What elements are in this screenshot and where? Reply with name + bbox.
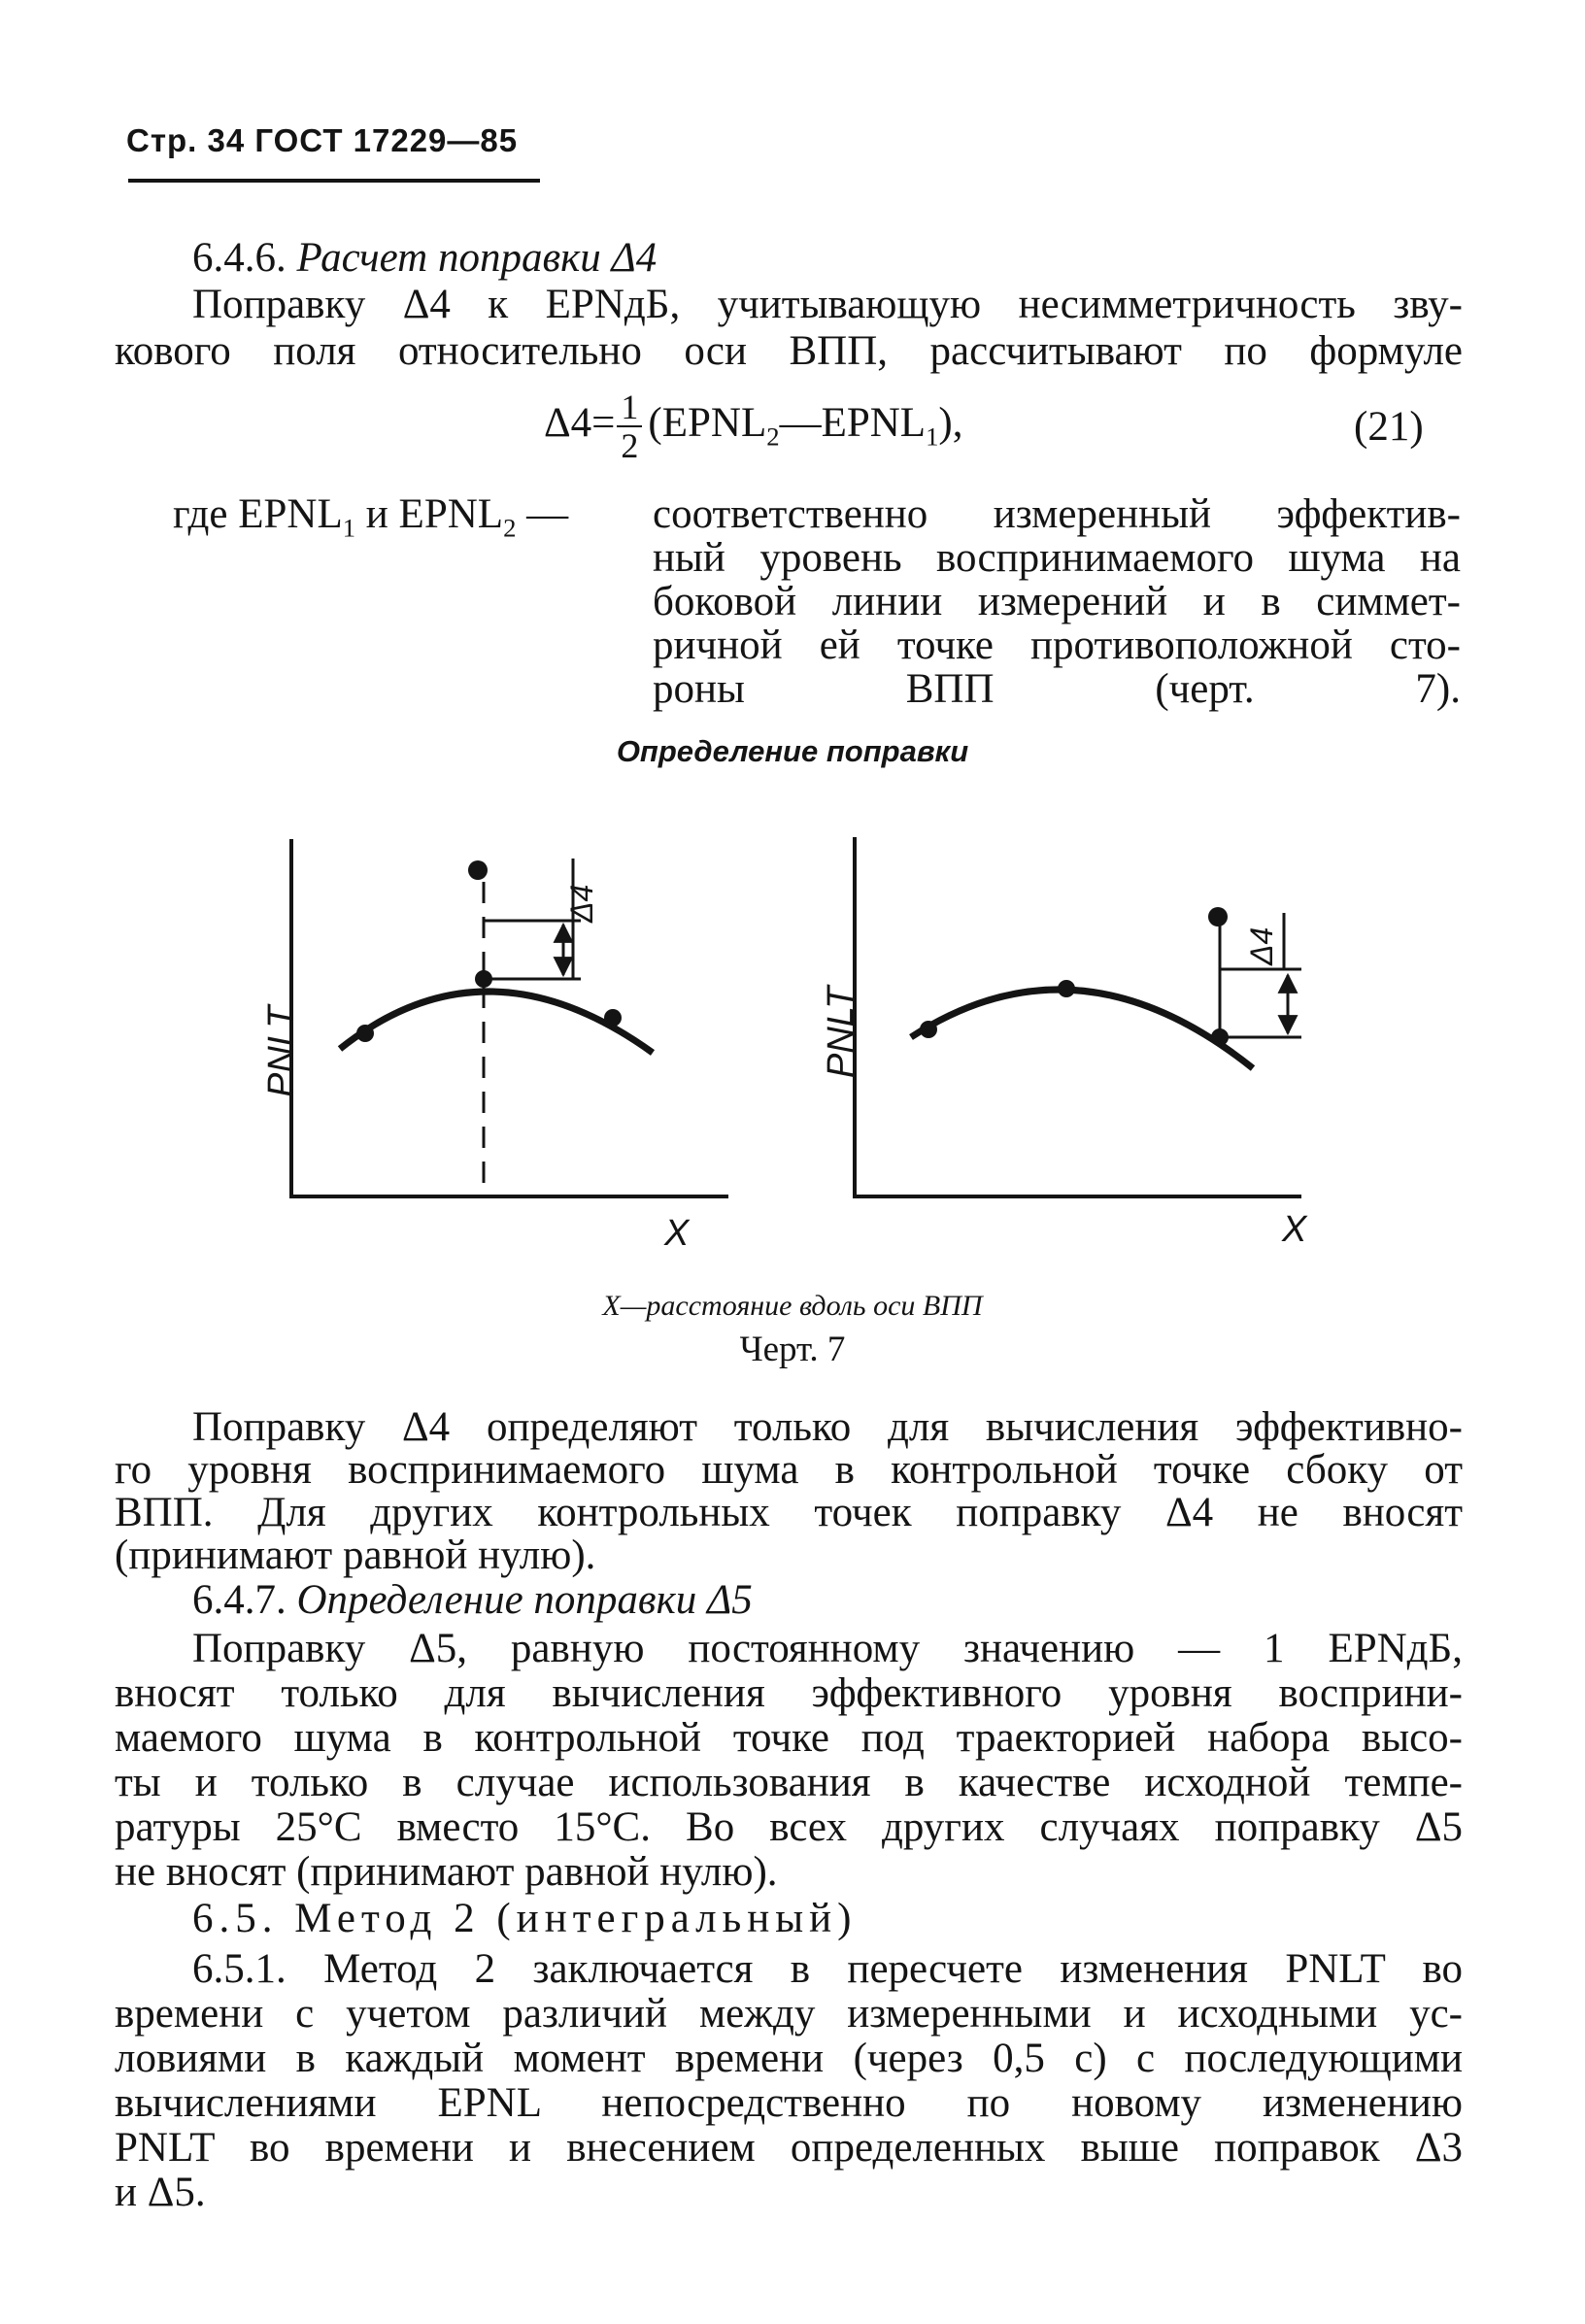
para-after-fig-line-1: Поправку Δ4 определяют только для вычисления эффективно- — [192, 1404, 1463, 1450]
right-y-axis-label: PNLT — [821, 986, 861, 1078]
section-647-title: Определение поправки Δ5 — [296, 1577, 753, 1623]
where-dash: — — [516, 491, 569, 537]
para-after-fig-line-4: (принимают равной нулю). — [115, 1532, 596, 1578]
section-647-line-2: вносят только для вычисления эффективного уровня восприни- — [115, 1670, 1463, 1716]
left-chart — [291, 839, 728, 1196]
left-point-1 — [356, 1025, 374, 1042]
where-def-line-5: роны ВПП (черт. 7). — [653, 666, 1461, 712]
equation-number: (21) — [1354, 404, 1424, 450]
formula-sub-b: 1 — [926, 421, 939, 452]
left-delta-label: Δ4 — [564, 884, 599, 923]
right-point-peak — [1058, 980, 1075, 997]
section-647-number: 6.4.7. — [192, 1577, 297, 1623]
where-sub-2: 2 — [503, 513, 517, 543]
figure-caption: X—расстояние вдоль оси ВПП — [602, 1290, 983, 1322]
right-point-measured — [1208, 907, 1228, 926]
figure-title: Определение поправки — [616, 734, 969, 768]
where-def-line-2: ный уровень воспринимаемого шума на — [653, 535, 1461, 581]
para-after-fig-line-2: го уровня воспринимаемого шума в контрольной точке сбоку от — [115, 1447, 1463, 1493]
right-point-1 — [920, 1021, 937, 1038]
left-point-3 — [604, 1009, 622, 1027]
left-point-peak — [475, 970, 492, 988]
where-mid: и EPNL — [355, 491, 504, 537]
where-def-line-1: соответственно измеренный эффектив- — [653, 491, 1461, 537]
section-647-line-1: Поправку Δ5, равную постоянному значению — 1 EPNдБ, — [192, 1626, 1463, 1671]
left-point-measured — [468, 860, 488, 880]
formula-lhs: Δ4= — [544, 399, 616, 446]
right-x-axis-label: X — [1282, 1209, 1307, 1250]
figure-number: Черт. 7 — [739, 1330, 846, 1369]
formula-expr-open: (EPNL — [648, 399, 767, 446]
section-646-line-1: Поправку Δ4 к EPNдБ, учитывающую несимметричность зву- — [192, 282, 1463, 327]
page-header: Стр. 34 ГОСТ 17229—85 — [126, 122, 519, 158]
section-647-heading — [192, 1577, 753, 1624]
where-def-line-4: ричной ей точке противоположной сто- — [653, 623, 1461, 668]
section-651-line-4: вычислениями EPNL непосредственно по новому изменению — [115, 2080, 1463, 2126]
section-647-line-4: ты и только в случае использования в качестве исходной темпе- — [115, 1760, 1463, 1805]
section-651-line-1: 6.5.1. Метод 2 заключается в пересчете изменения PNLT во — [192, 1946, 1463, 1992]
section-65-heading: 6.5. Метод 2 (интегральный) — [192, 1896, 858, 1941]
right-delta-label: Δ4 — [1244, 926, 1279, 965]
section-647-line-5: ратуры 25°С вместо 15°С. Во всех других случаях поправку Δ5 — [115, 1804, 1463, 1850]
left-y-axis-label: PNLT — [261, 1005, 302, 1097]
section-651-line-3: ловиями в каждый момент времени (через 0,5 с) с последующими — [115, 2036, 1463, 2081]
left-x-axis-label: X — [664, 1213, 690, 1254]
section-647-line-3: маемого шума в контрольной точке под траекторией набора высо- — [115, 1715, 1463, 1761]
section-646-number: 6.4.6. — [192, 235, 297, 281]
right-curve — [911, 990, 1253, 1068]
where-prefix: где EPNL — [173, 491, 343, 537]
formula-sub-a: 2 — [766, 421, 780, 452]
formula-denominator: 2 — [621, 426, 639, 465]
section-646-title: Расчет поправки Δ4 — [296, 235, 658, 281]
where-def-line-3: боковой линии измерений и в симмет- — [653, 579, 1461, 624]
formula-expr-mid: —EPNL — [779, 399, 927, 446]
section-651-line-6: и Δ5. — [115, 2170, 206, 2215]
right-chart — [855, 837, 1301, 1196]
left-axes — [291, 839, 728, 1196]
right-axes — [855, 837, 1301, 1196]
formula-numerator: 1 — [617, 388, 642, 427]
right-point-3 — [1211, 1028, 1229, 1046]
section-651-line-5: PNLT во времени и внесением определенных выше поправок Δ3 — [115, 2125, 1463, 2171]
section-646-line-2: кового поля относительно оси ВПП, рассчитывают по формуле — [115, 328, 1463, 374]
para-after-fig-line-3: ВПП. Для других контрольных точек поправку Δ4 не вносят — [115, 1490, 1463, 1535]
formula-expr-close: ), — [938, 399, 963, 446]
section-647-line-6: не вносят (принимают равной нулю). — [115, 1849, 778, 1895]
section-651-line-2: времени с учетом различий между измеренными и исходными ус- — [115, 1991, 1463, 2037]
where-sub-1: 1 — [342, 513, 356, 543]
